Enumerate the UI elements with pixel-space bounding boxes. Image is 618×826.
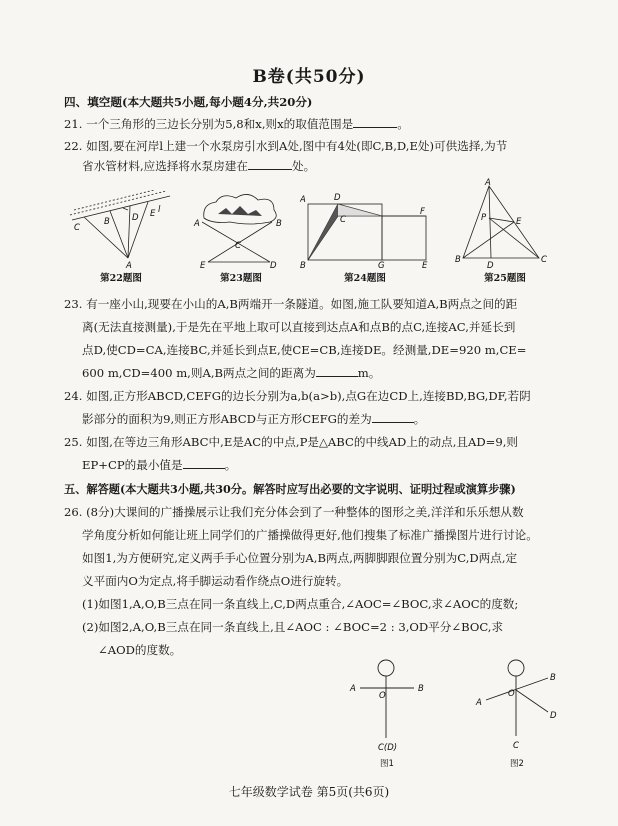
fig25-label-a: A xyxy=(485,178,491,188)
page-footer: 七年级数学试卷 第5页(共6页) xyxy=(228,785,390,799)
fig1-label-b: B xyxy=(418,684,424,694)
question-23-line3: 点D,使CD=CA,连接BC,并延长到点E,使CE=CB,连接DE。经测量,DE=920 m,CE= xyxy=(82,343,527,357)
fig23-label-b: B xyxy=(276,219,282,229)
fig22-label-l: l xyxy=(158,205,161,215)
fig25-label-b: B xyxy=(455,255,461,265)
q22-answer-blank[interactable] xyxy=(248,158,292,170)
fig25-label-p: P xyxy=(481,213,487,223)
caption-fig23: 第23题图 xyxy=(220,273,262,284)
fig2-caption: 图2 xyxy=(510,759,524,769)
question-23-line2: 离(无法直接测量),于是先在平地上取可以直接到达点A和点B的点C,连接AC,并延长到 xyxy=(82,320,516,334)
fig24-label-g: G xyxy=(378,261,385,270)
question-26-part2b: ∠AOD的度数。 xyxy=(98,643,182,657)
question-21 xyxy=(64,116,409,132)
q23-text: 600 m,CD=400 m,则A,B两点之间的距离为 xyxy=(82,366,316,380)
q22-end: 处。 xyxy=(292,159,316,173)
q25-answer-blank[interactable] xyxy=(183,457,225,469)
fig22-label-a: A xyxy=(126,261,132,270)
fig23-label-c: C xyxy=(235,241,241,251)
fig22-label-c: C xyxy=(74,223,80,233)
question-26-part2a: (2)如图2,A,O,B三点在同一条直线上,且∠AOC : ∠BOC=2 : 3,OD平分∠BOC,求 xyxy=(82,620,504,634)
question-25-line2 xyxy=(82,457,236,473)
q25-text: EP+CP的最小值是 xyxy=(82,458,183,472)
q21-answer-blank[interactable] xyxy=(353,116,397,128)
caption-fig22: 第22题图 xyxy=(100,273,142,284)
question-22-line1: 22. 如图,要在河岸l上建一个水泵房引水到A处,图中有4处(即C,B,D,E处)可供选择,为节 xyxy=(64,139,508,153)
caption-fig25: 第25题图 xyxy=(484,273,526,284)
question-26-part1: (1)如图1,A,O,B三点在同一条直线上,C,D两点重合,∠AOC=∠BOC,求∠AOC的度数; xyxy=(82,597,519,611)
fig24-label-e: E xyxy=(422,261,428,270)
figure-23 xyxy=(190,190,290,270)
fig2-label-c: C xyxy=(513,741,519,751)
fig23-label-d: D xyxy=(270,261,277,270)
question-24-line2 xyxy=(82,411,425,427)
question-26-line2: 学角度分析如何能让班上同学们的广播操做得更好,他们搜集了标准广播操图片进行讨论。 xyxy=(82,528,538,542)
fig24-label-b: B xyxy=(300,261,306,270)
fig1-label-a: A xyxy=(350,684,356,694)
fig22-label-d: D xyxy=(132,213,139,223)
fig24-label-f: F xyxy=(420,207,425,217)
figure-2 xyxy=(470,654,570,774)
figure-24 xyxy=(300,190,430,270)
question-26-line1: 26. (8分)大课间的广播操展示让我们充分体会到了一种整体的图形之美,洋洋和乐乐想从数 xyxy=(64,505,524,519)
fig1-label-o: O xyxy=(379,691,386,701)
fig1-label-cd: C(D) xyxy=(378,743,398,753)
q23-end: m。 xyxy=(357,366,381,380)
question-26-line3: 如图1,为方便研究,定义两手手心位置分别为A,B两点,两脚脚跟位置分别为C,D两点,定 xyxy=(82,551,518,565)
fig2-label-d: D xyxy=(550,711,557,721)
fig25-label-d: D xyxy=(487,261,494,270)
fig2-label-b: B xyxy=(550,673,556,683)
fig24-label-d: D xyxy=(334,193,341,203)
q23-answer-blank[interactable] xyxy=(316,365,358,377)
fig23-label-e: E xyxy=(200,261,206,270)
fig22-label-e: E xyxy=(150,209,156,219)
section-4-heading: 四、填空题(本大题共5小题,每小题4分,共20分) xyxy=(64,95,313,109)
question-26-line4: 义平面内O为定点,将手脚运动看作绕点O进行旋转。 xyxy=(82,574,349,588)
fig25-label-c: C xyxy=(541,255,547,265)
fig2-label-o: O xyxy=(508,689,515,699)
question-24-line1: 24. 如图,正方形ABCD,CEFG的边长分别为a,b(a>b),点G在边CD上,连接BD,BG,DF,若阴 xyxy=(64,389,531,403)
page-title: B卷(共50分) xyxy=(252,67,366,87)
fig25-label-e: E xyxy=(516,217,522,227)
section-5-heading: 五、解答题(本大题共3小题,共30分。解答时应写出必要的文字说明、证明过程或演算步骤) xyxy=(64,482,516,496)
q24-end: 。 xyxy=(413,412,426,426)
figure-1 xyxy=(340,654,440,774)
q21-text: 21. 一个三角形的三边长分别为5,8和x,则x的取值范围是 xyxy=(64,117,354,131)
fig2-label-a: A xyxy=(476,698,482,708)
q25-end: 。 xyxy=(224,458,237,472)
question-25-line1: 25. 如图,在等边三角形ABC中,E是AC的中点,P是△ABC的中线AD上的动点,且AD=9,则 xyxy=(64,435,519,449)
q21-end: 。 xyxy=(397,117,409,131)
fig22-label-b: B xyxy=(104,217,110,227)
fig24-label-a: A xyxy=(300,195,306,205)
question-23-line4 xyxy=(82,365,380,381)
caption-fig24: 第24题图 xyxy=(344,273,386,284)
figure-25 xyxy=(455,178,555,270)
figure-22 xyxy=(66,190,176,270)
question-23-line1: 23. 有一座小山,现要在小山的A,B两端开一条隧道。如图,施工队要知道A,B两点之间的距 xyxy=(64,297,518,311)
fig1-caption: 图1 xyxy=(380,759,394,769)
q22-text: 省水管材料,应选择将水泵房建在 xyxy=(82,159,248,173)
fig24-label-c: C xyxy=(340,215,346,225)
q24-text: 影部分的面积为9,则正方形ABCD与正方形CEFG的差为 xyxy=(82,412,372,426)
fig23-label-a: A xyxy=(194,219,200,229)
question-22-line2 xyxy=(82,158,315,174)
q24-answer-blank[interactable] xyxy=(372,411,414,423)
